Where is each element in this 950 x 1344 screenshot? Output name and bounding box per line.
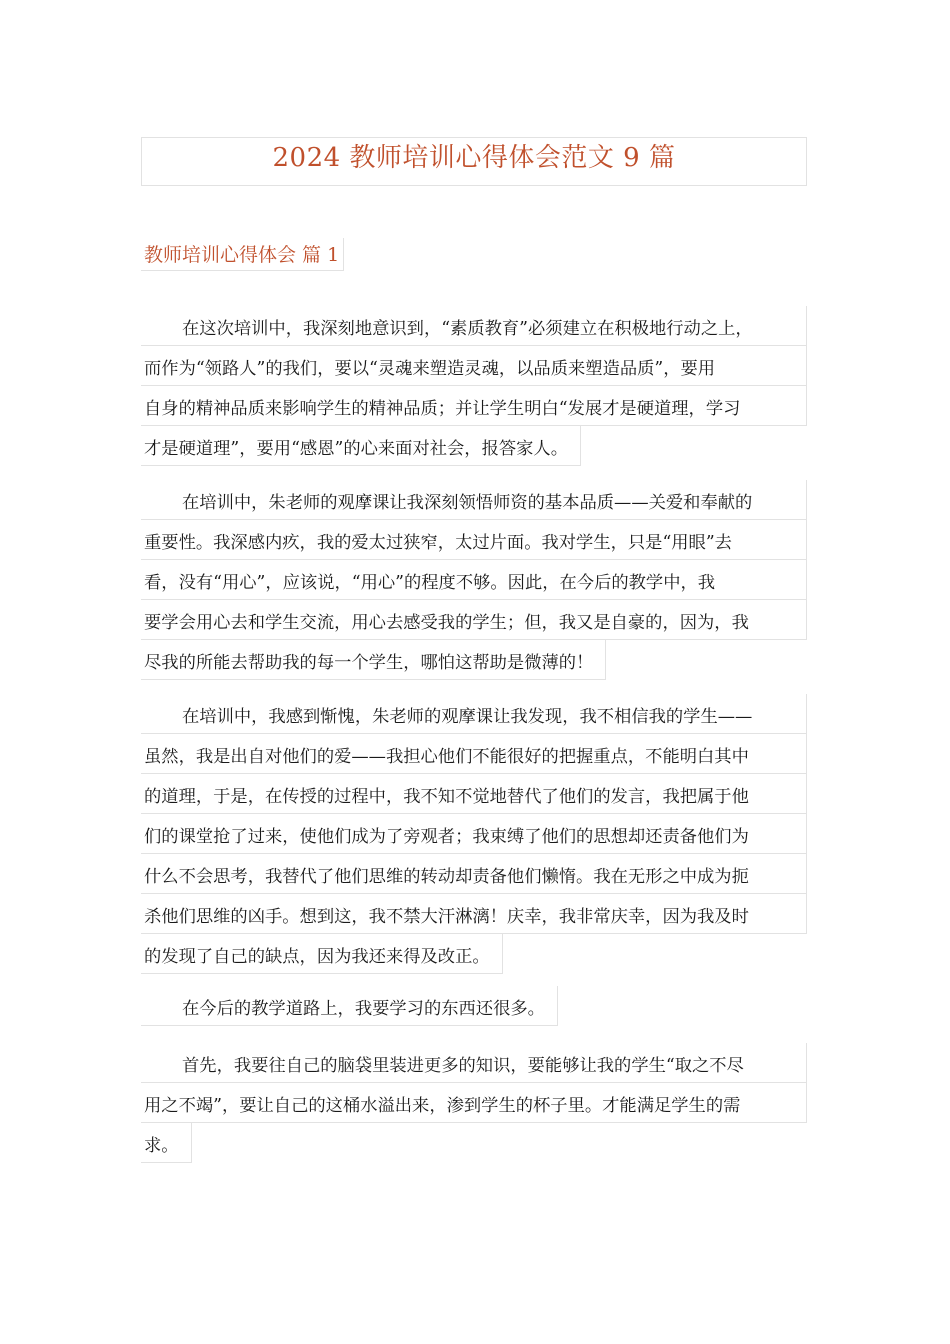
paragraph-3 [141, 694, 807, 974]
paragraph-1 [141, 306, 807, 466]
text-line: 要学会用心去和学生交流，用心去感受我的学生；但，我又是自豪的，因为，我 [141, 600, 807, 640]
text-line: 的道理，于是，在传授的过程中，我不知不觉地替代了他们的发言，我把属于他 [141, 774, 807, 814]
text-line: 的发现了自己的缺点，因为我还来得及改正。 [141, 934, 503, 974]
document-title: 2024 教师培训心得体会范文 9 篇 [141, 137, 807, 186]
text-line: 才是硬道理”，要用“感恩”的心来面对社会，报答家人。 [141, 426, 581, 466]
section-heading: 教师培训心得体会 篇 1 [141, 238, 344, 271]
text-line: 而作为“领路人”的我们，要以“灵魂来塑造灵魂，以品质来塑造品质”，要用 [141, 346, 807, 386]
text-line: 看，没有“用心”，应该说，“用心”的程度不够。因此，在今后的教学中，我 [141, 560, 807, 600]
text-line: 用之不竭”，要让自己的这桶水溢出来，渗到学生的杯子里。才能满足学生的需 [141, 1083, 807, 1123]
paragraph-5 [141, 1043, 807, 1163]
text-line: 们的课堂抢了过来，使他们成为了旁观者；我束缚了他们的思想却还责备他们为 [141, 814, 807, 854]
paragraph-2 [141, 480, 807, 680]
text-line: 求。 [141, 1123, 192, 1163]
text-line: 在培训中，我感到惭愧，朱老师的观摩课让我发现，我不相信我的学生—— [141, 694, 807, 734]
text-line: 在今后的教学道路上，我要学习的东西还很多。 [141, 986, 558, 1026]
text-line: 尽我的所能去帮助我的每一个学生，哪怕这帮助是微薄的！ [141, 640, 606, 680]
paragraph-4 [141, 986, 807, 1026]
text-line: 什么不会思考，我替代了他们思维的转动却责备他们懒惰。我在无形之中成为扼 [141, 854, 807, 894]
text-line: 重要性。我深感内疚，我的爱太过狭窄，太过片面。我对学生，只是“用眼”去 [141, 520, 807, 560]
text-line: 虽然，我是出自对他们的爱——我担心他们不能很好的把握重点，不能明白其中 [141, 734, 807, 774]
text-line: 在这次培训中，我深刻地意识到，“素质教育”必须建立在积极地行动之上， [141, 306, 807, 346]
text-line: 自身的精神品质来影响学生的精神品质；并让学生明白“发展才是硬道理，学习 [141, 386, 807, 426]
text-line: 在培训中，朱老师的观摩课让我深刻领悟师资的基本品质——关爱和奉献的 [141, 480, 807, 520]
text-line: 杀他们思维的凶手。想到这，我不禁大汗淋漓！庆幸，我非常庆幸，因为我及时 [141, 894, 807, 934]
text-line: 首先，我要往自己的脑袋里装进更多的知识，要能够让我的学生“取之不尽 [141, 1043, 807, 1083]
